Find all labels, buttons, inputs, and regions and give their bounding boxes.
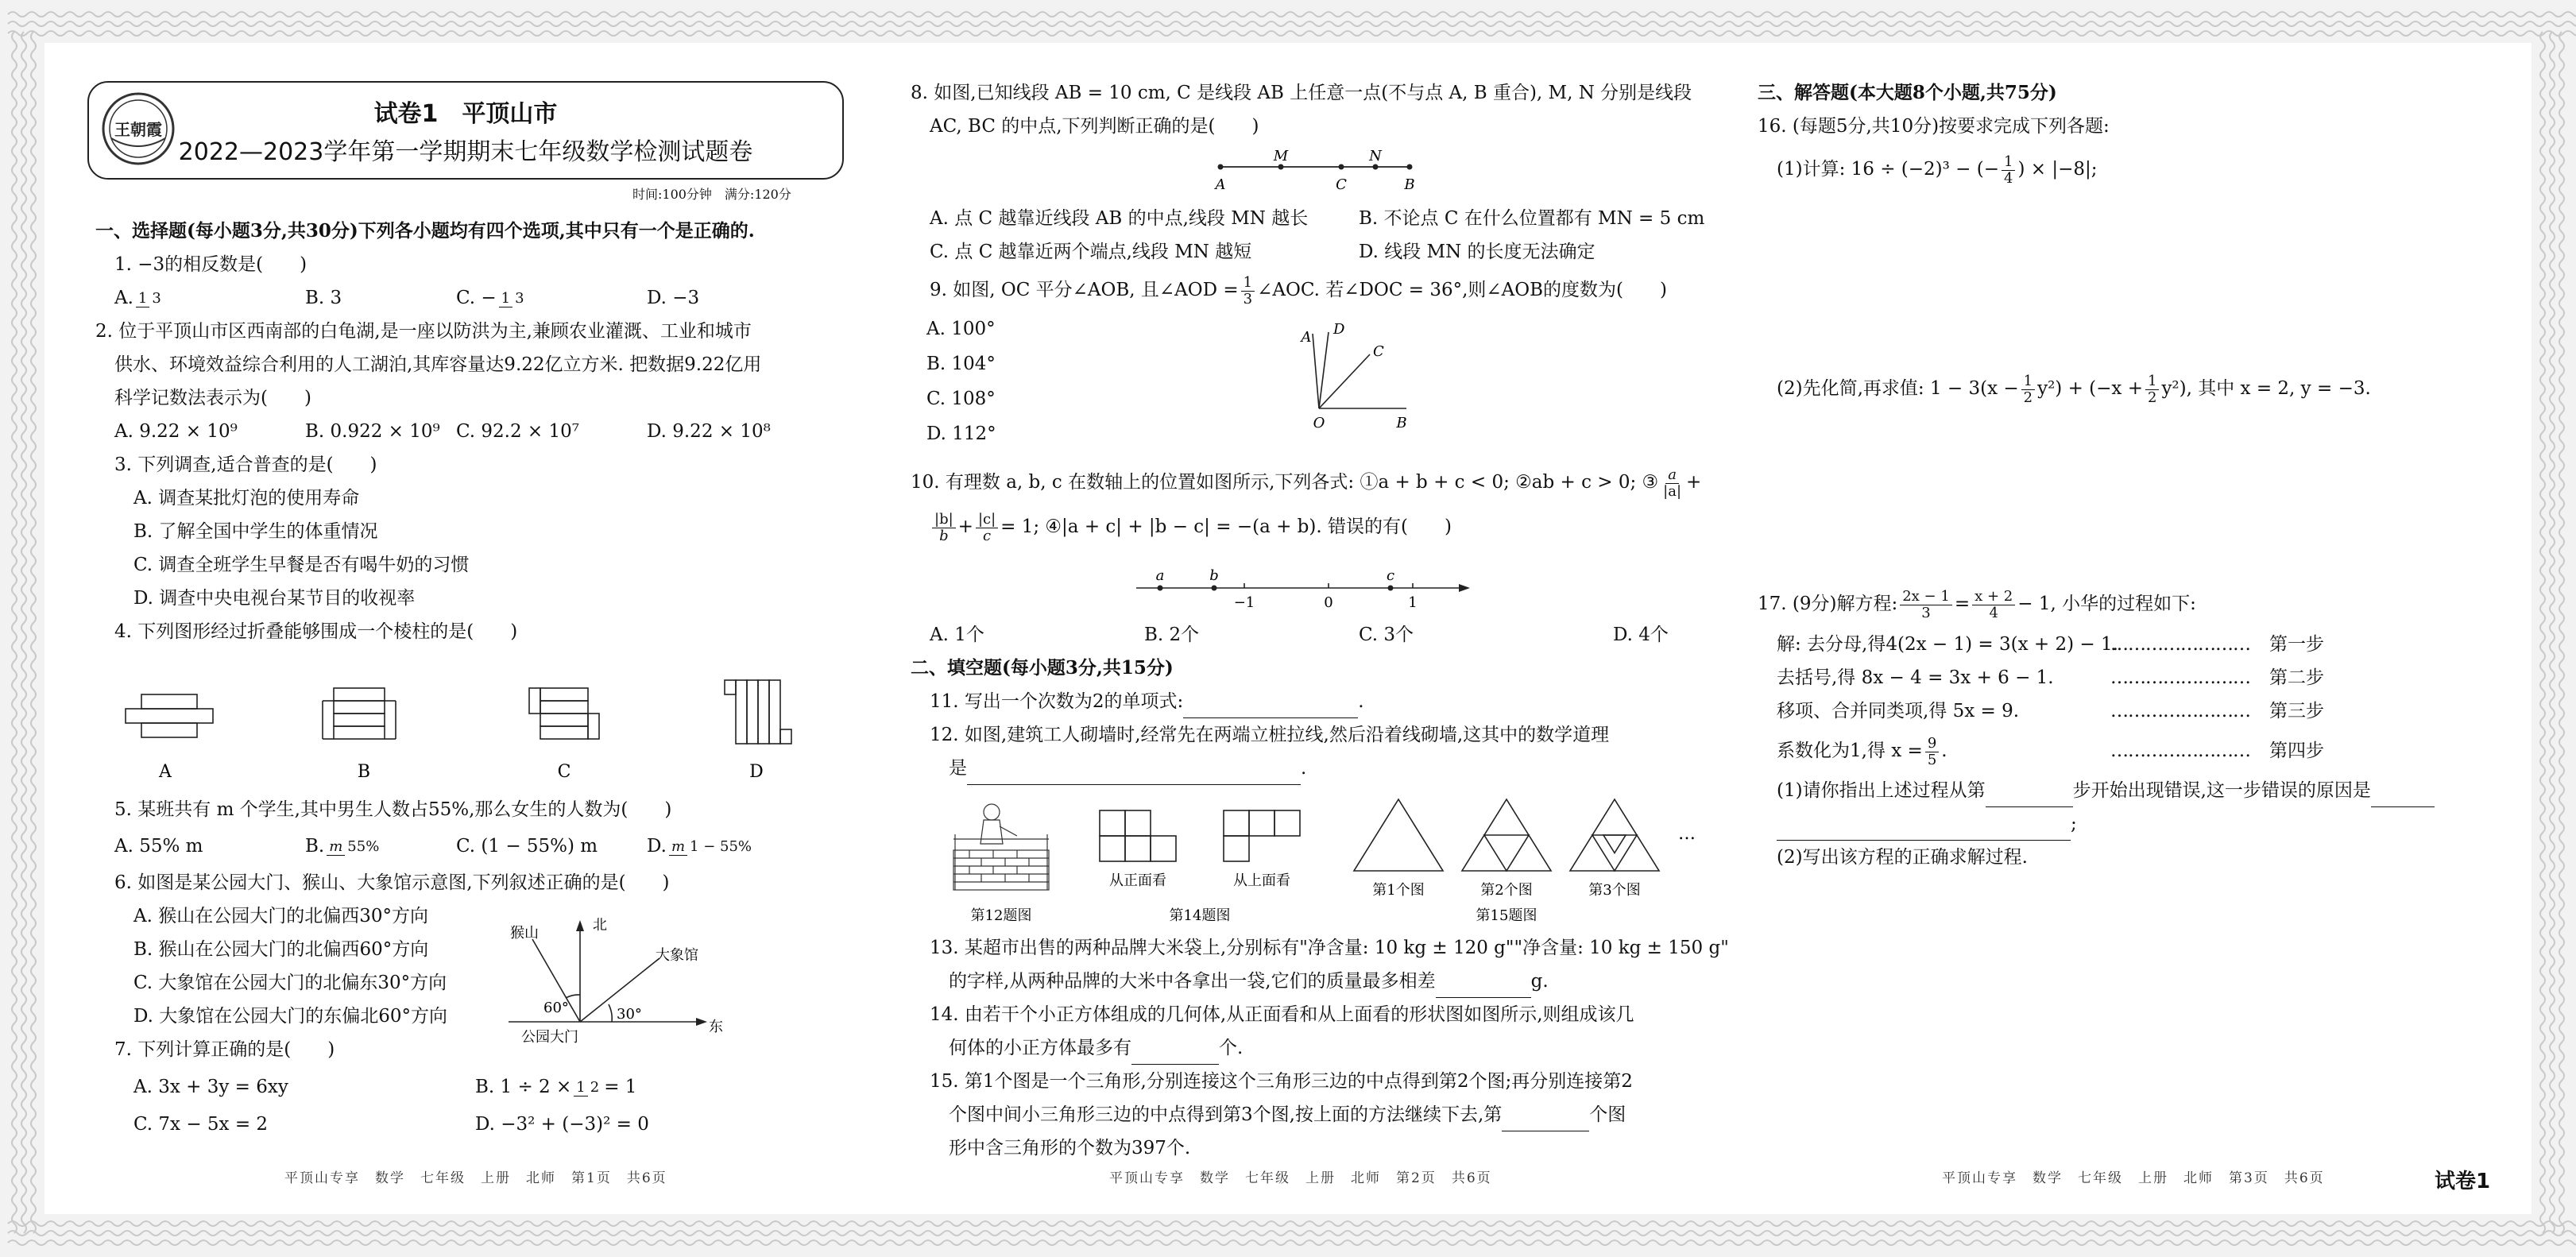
q10-line1: 10. 有理数 a, b, c 在数轴上的位置如图所示,下列各式: ①a + b + c < 0; ②ab + c > 0; ③ $\frac{a}{|a|}$ + [911, 466, 1702, 500]
q9-point-b: B [1396, 415, 1407, 431]
q10-line2: $\frac{|b|}{b}$ + $\frac{|c|}{c}$ = 1; ④|a + c| + |b − c| = −(a + b). 错误的有( ) [911, 504, 1705, 550]
q10-label-a: a [1155, 567, 1165, 584]
q6-option-c: C. 大象馆在公园大门的北偏东30°方向 [133, 973, 447, 993]
q17-step3: 移项、合并同类项,得 5x = 9. …………………… 第三步 [1777, 701, 2324, 721]
q15-line3: 形中含三角形的个数为397个. [949, 1138, 1191, 1158]
footer-page-1: 平顶山专享 数学 七年级 上册 北师 第1页 共6页 [284, 1170, 667, 1186]
q3-option-c: C. 调查全班学生早餐是否有喝牛奶的习惯 [133, 555, 470, 575]
q15-answer-blank [1502, 1110, 1589, 1131]
q10-options: A. 1个 B. 2个 C. 3个 D. 4个 [930, 625, 1669, 645]
q6-direction-figure [493, 911, 731, 1046]
q3-option-b: B. 了解全国中学生的体重情况 [133, 521, 378, 542]
q1-a-fraction: 1 3 [136, 291, 164, 307]
q3-option-d: D. 调查中央电视台某节目的收视率 [133, 588, 416, 609]
column-3 [1758, 76, 2520, 192]
exam-title: 试卷1 平顶山市 [373, 100, 558, 128]
exam-subtitle: 2022—2023学年第一学期期末七年级数学检测试题卷 [178, 138, 753, 166]
q8-point-c: C [1336, 176, 1347, 193]
column-2-q13-q15 [911, 931, 1729, 1165]
q11: 11. 写出一个次数为2的单项式: . [911, 685, 1705, 718]
q17-step4: 系数化为1,得 x = $\frac{9}{5}$ . …………………… 第四步 [1777, 734, 2324, 768]
q8-options-ab: A. 点 C 越靠近线段 AB 的中点,线段 MN 越长 B. 不论点 C 在什么位置都有 MN = 5 cm [930, 208, 1705, 229]
q4-label-d: D [749, 762, 764, 782]
q13-answer-blank [1436, 977, 1531, 998]
q14-front-label: 从正面看 [1109, 872, 1166, 889]
q6-fig-elephant: 大象馆 [656, 947, 698, 964]
q7-options-ab: A. 3x + 3y = 6xy B. 1 ÷ 2 × 1 2 = 1 [133, 1077, 637, 1097]
q15-line2: 个图中间小三角形三边的中点得到第3个图,按上面的方法继续下去,第 个图 [911, 1098, 1705, 1131]
q12-answer-blank [967, 764, 1301, 785]
q2-line1: 2. 位于平顶山市区西南部的白龟湖,是一座以防洪为主,兼顾农业灌溉、工业和城市 [95, 321, 752, 342]
q9-angle-figure [1287, 315, 1430, 434]
q16-part2: (2)先化简,再求值: 1 − 3(x − $\frac{1}{2}$ y²) + (−x + $\frac{1}{2}$ y²), 其中 x = 2, y = −3. [1777, 372, 2371, 406]
q9-point-a: A [1301, 329, 1312, 346]
q1-c-fraction: 1 3 [499, 291, 527, 307]
q16-part1: (1)计算: 16 ÷ (−2)³ − (− $\frac{1}{4}$ ) × |−8|; [1777, 153, 2098, 187]
q6-option-d: D. 大象馆在公园大门的东偏北60°方向 [133, 1006, 448, 1027]
section-2-heading: 二、填空题(每小题3分,共15分) [911, 657, 1174, 679]
q8-line1: 8. 如图,已知线段 AB = 10 cm, C 是线段 AB 上任意一点(不与点 A, B 重合), M, N 分别是线段 [911, 83, 1692, 103]
q10-label-1: 1 [1408, 594, 1418, 611]
q8-point-b: B [1404, 176, 1415, 193]
q3-stem: 3. 下列调查,适合普查的是( ) [114, 454, 377, 475]
q5-options: A. 55% m B. m 55% C. (1 − 55%) m D. m 1 − 55% [114, 836, 752, 857]
footer-page-2: 平顶山专享 数学 七年级 上册 北师 第2页 共6页 [1109, 1170, 1492, 1186]
q17-step2: 去括号,得 8x − 4 = 3x + 6 − 1. …………………… 第二步 [1777, 667, 2324, 688]
q14-answer-blank [1131, 1043, 1219, 1065]
q1-stem: 1. −3的相反数是( ) [114, 254, 307, 275]
q14-top-view [1224, 810, 1300, 861]
time-score-info: 时间:100分钟 满分:120分 [632, 187, 791, 202]
q10-number-line [1128, 566, 1478, 613]
footer-brand: 试卷1 [2435, 1170, 2491, 1193]
q4-label-c: C [557, 762, 571, 782]
q6-fig-angle-60: 60° [543, 1000, 569, 1016]
q15-fig1-label: 第1个图 [1372, 882, 1425, 899]
q10-label-neg1: −1 [1233, 594, 1255, 611]
column-3-q17 [1758, 580, 2520, 874]
q8-point-a: A [1215, 176, 1226, 193]
q14-front-view [1100, 810, 1176, 861]
column-2-q10 [911, 461, 1705, 550]
q5-stem: 5. 某班共有 m 个学生,其中男生人数占55%,那么女生的人数为( ) [114, 799, 672, 820]
column-1-lower [95, 793, 858, 1141]
column-2-q10-options [911, 618, 1705, 785]
q7-options-cd: C. 7x − 5x = 2 D. −3² + (−3)² = 0 [133, 1114, 649, 1135]
q6-stem: 6. 如图是某公园大门、猴山、大象馆示意图,下列叙述正确的是( ) [114, 872, 670, 893]
q9-point-d: D [1333, 321, 1345, 338]
q10-label-c: c [1386, 567, 1395, 584]
q8-segment-figure [1208, 148, 1422, 195]
q9-stem: 9. 如图, OC 平分∠AOB, 且∠AOD = $\frac{1}{3}$ ∠AOC. 若∠DOC = 36°,则∠AOB的度数为( ) [930, 273, 1667, 307]
q9-point-o: O [1313, 415, 1325, 431]
logo-text: 王朝霞 [114, 120, 162, 139]
q8-options-cd: C. 点 C 越靠近两个端点,线段 MN 越短 D. 线段 MN 的长度无法确定 [930, 242, 1595, 262]
q16-stem: 16. (每题5分,共10分)按要求完成下列各题: [1758, 116, 2110, 137]
q11-answer-blank [1183, 697, 1358, 718]
q6-option-a: A. 猴山在公园大门的北偏西30°方向 [133, 906, 428, 926]
q2-line3: 科学记数法表示为( ) [114, 388, 311, 408]
q14-line2: 何体的小正方体最多有 个. [911, 1031, 1705, 1065]
q8-point-n: N [1369, 148, 1382, 164]
q9-option-c: C. 108° [926, 389, 996, 409]
q12-fig-caption: 第12题图 [970, 907, 1032, 924]
q3-option-a: A. 调查某批灯泡的使用寿命 [133, 488, 360, 509]
column-2 [911, 76, 1705, 143]
q12-q14-q15-figures [946, 795, 1708, 930]
q15-fig2-label: 第2个图 [1480, 882, 1533, 899]
column-1 [95, 215, 858, 648]
q9-option-b: B. 104° [926, 354, 996, 374]
q17-reason-blank-1 [2371, 786, 2435, 807]
q12-wall-figure [953, 804, 1049, 890]
footer-page-3: 平顶山专享 数学 七年级 上册 北师 第3页 共6页 [1942, 1170, 2325, 1186]
q15-fig3-label: 第3个图 [1588, 882, 1641, 899]
q9-option-a: A. 100° [926, 319, 996, 339]
q15-fig-caption: 第15题图 [1476, 907, 1537, 924]
q14-line1: 14. 由若干个小正方体组成的几何体,从正面看和从上面看的形状图如图所示,则组成该几 [930, 1004, 1634, 1025]
q10-label-0: 0 [1324, 594, 1333, 611]
q6-option-b: B. 猴山在公园大门的北偏西60°方向 [133, 939, 429, 960]
q17-reason-blank-2 [1777, 819, 2071, 841]
q15-line1: 15. 第1个图是一个三角形,分别连接这个三角形三边的中点得到第2个图;再分别连接第2 [930, 1071, 1633, 1092]
q13-line2: 的字样,从两种品牌的大米中各拿出一袋,它们的质量最多相差 g. [911, 965, 1705, 998]
q4-label-a: A [159, 762, 172, 782]
q14-fig-caption: 第14题图 [1169, 907, 1231, 924]
q2-line2: 供水、环境效益综合利用的人工湖泊,其库容量达9.22亿立方米. 把数据9.22亿用 [114, 354, 762, 375]
exam-header [87, 81, 844, 180]
q17-step1: 解: 去分母,得4(2x − 1) = 3(x + 2) − 1.…………………… 第一步 [1777, 634, 2324, 655]
q14-top-label: 从上面看 [1233, 872, 1290, 889]
column-3-q16-part2 [1758, 365, 2520, 412]
section-1-heading: 一、选择题(每小题3分,共30分)下列各小题均有四个选项,其中只有一个是正确的. [95, 220, 755, 242]
q6-fig-monkey: 猴山 [510, 925, 539, 942]
q6-fig-east: 东 [709, 1019, 723, 1035]
q10-label-b: b [1209, 567, 1219, 584]
q15-ellipsis: … [1678, 824, 1696, 844]
q4-nets-figure [111, 672, 826, 791]
q17-ask2: (2)写出该方程的正确求解过程. [1777, 847, 2028, 868]
q7-stem: 7. 下列计算正确的是( ) [114, 1039, 335, 1060]
q9-option-d: D. 112° [926, 424, 996, 444]
q17-stem: 17. (9分)解方程: $\frac{2x - 1}{3}$ = $\frac{x + 2}{4}$ − 1, 小华的过程如下: [1758, 587, 2196, 621]
q15-triangles [1354, 799, 1659, 871]
q17-ask1-cont: ; [1758, 807, 2520, 841]
q17-ask1: (1)请你指出上述过程从第 步开始出现错误,这一步错误的原因是 [1758, 774, 2520, 807]
q8-point-m: M [1273, 148, 1289, 164]
q1-options: A. 1 3 B. 3 C. − 1 3 D. −3 [114, 288, 700, 308]
q12-line2: 是 . [911, 752, 1705, 785]
q6-fig-north: 北 [593, 917, 607, 934]
q4-label-b: B [357, 762, 371, 782]
q8-line2: AC, BC 的中点,下列判断正确的是( ) [930, 116, 1259, 137]
q13-line1: 13. 某超市出售的两种品牌大米袋上,分别标有"净含量: 10 kg ± 120 g""净含量: 10 kg ± 150 g" [930, 938, 1729, 958]
q12-line1: 12. 如图,建筑工人砌墙时,经常先在两端立桩拉线,然后沿着线砌墙,这其中的数学道理 [930, 725, 1610, 745]
section-3-heading: 三、解答题(本大题8个小题,共75分) [1758, 82, 2057, 103]
q9-point-c: C [1373, 343, 1384, 360]
q17-step-blank [1986, 786, 2073, 807]
q4-stem: 4. 下列图形经过折叠能够围成一个棱柱的是( ) [114, 621, 518, 642]
q6-fig-angle-30: 30° [617, 1006, 642, 1023]
q2-options: A. 9.22 × 10⁹ B. 0.922 × 10⁹ C. 92.2 × 10⁷ D. 9.22 × 10⁸ [114, 421, 771, 442]
q6-fig-gate: 公园大门 [521, 1029, 578, 1046]
